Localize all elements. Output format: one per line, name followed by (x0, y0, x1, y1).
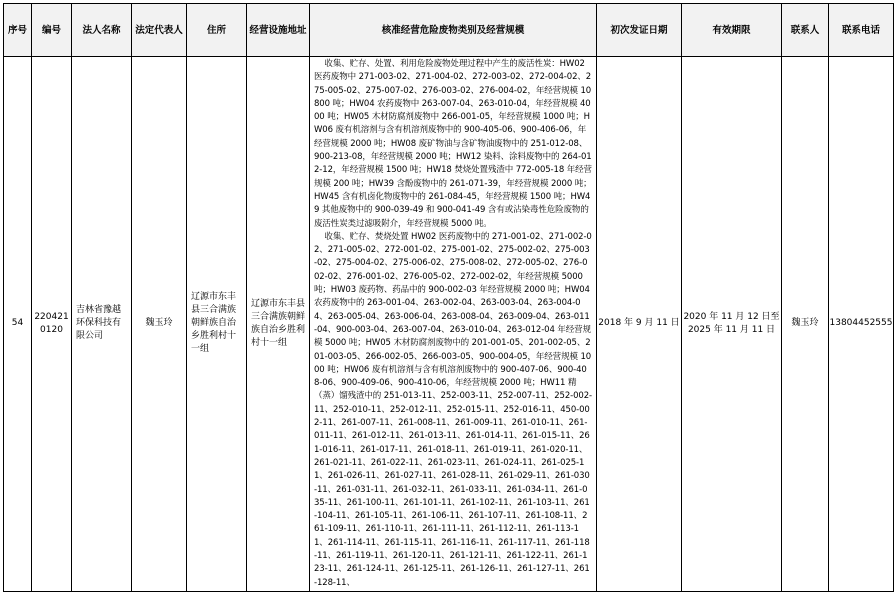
cell-code: 2204210120 (32, 57, 72, 592)
header-phone: 联系电话 (829, 4, 894, 57)
header-seq: 序号 (4, 4, 32, 57)
header-scope: 核准经营危险废物类别及经营规模 (310, 4, 597, 57)
header-contact: 联系人 (782, 4, 829, 57)
header-code: 编号 (32, 4, 72, 57)
cell-facility: 辽源市东丰县三合满族朝鲜族自治乡胜利村十一组 (247, 57, 310, 592)
header-first-issue: 初次发证日期 (597, 4, 682, 57)
header-address: 住所 (187, 4, 247, 57)
cell-contact: 魏玉玲 (782, 57, 829, 592)
permit-table (3, 3, 894, 592)
scope-text: 收集、贮存、处置、利用危险废物处理过程中产生的废活性炭：HW02 医药废物中 271-003-02、271-004-02、272-003-02、272-004-02、275-005-02、275-007-02、276-003-02、276-004-02，年经营规模 10800 吨；HW04 农药废物中 263-007-04、263-010-04，年经营规模 4000 吨；HW05 木材防腐剂废物中 266-001-05，年经营规模 1000 吨；HW06 废有机溶剂与含有机溶剂废物中的 900-405-06、900-406-06，年经营规模 2000 吨；HW08 废矿物油与含矿物油废物中的 251-012-08、900-213-08，年经营规模 2000 吨；HW12 染料、涂料废物中的 264-012-12，年经营规模 1500 吨；HW18 焚烧处置残渣中 772-005-18 年经营规模 200 吨；HW39 含酚废物中的 261-071-39，年经营规模 2000 吨；HW45 含有机卤化物废物中的 261-084-45，年经营规模 1500 吨；HW49 其他废物中的 900-039-49 和 900-041-49 含有或沾染毒性危险废物的废活性炭类过滤吸附介，年经营规模 5000 吨。 收集、贮存、焚烧处置 HW02 医药废物中的 271-001-02、271-002-02、271-005-02、272-001-02、275-001-02、275-002-02、275-003-02、275-004-02、275-006-02、275-008-02、272-005-02、276-002-02、276-001-02、276-005-02、272-002-02，年经营规模 5000 吨；HW03 废药物、药品中的 900-002-03 年经营规模 2000 吨；HW04 农药废物中的 263-001-04、263-002-04、263-003-04、263-004-04、263-005-04、263-006-04、263-008-04、263-009-04、263-011-04、900-003-04、263-007-04、263-010-04、263-012-04 年经营规模 5000 吨；HW05 木材防腐剂废物中的 201-001-05、201-002-05、201-003-05、266-002-05、266-003-05、900-004-05，年经营规模 1000 吨；HW06 废有机溶剂与含有机溶剂废物中的 900-407-06、900-408-06、900-409-06、900-410-06，年经营规模 2000 吨；HW11 精（蒸）馏残渣中的 251-013-11、252-003-11、252-007-11、252-002-11、252-010-11、252-012-11、252-015-11、252-016-11、450-002-11、261-007-11、261-008-11、261-009-11、261-010-11、261-011-11、261-012-11、261-013-11、261-014-11、261-015-11、261-016-11、261-017-11、261-018-11、261-019-11、261-020-11、261-021-11、261-022-11、261-023-11、261-024-11、261-025-11、261-026-11、261-027-11、261-028-11、261-029-11、261-030-11、261-031-11、261-032-11、261-033-11、261-034-11、261-035-11、261-100-11、261-101-11、261-102-11、261-103-11、261-104-11、261-105-11、261-106-11、261-107-11、261-108-11、261-109-11、261-110-11、261-111-11、261-112-11、261-113-11、261-114-11、261-115-11、261-116-11、261-117-11、261-118-11、261-119-11、261-120-11、261-121-11、261-122-11、261-123-11、261-124-11、261-125-11、261-126-11、261-127-11、261-128-11、 (314, 59, 592, 588)
cell-address: 辽源市东丰县三合满族朝鲜族自治乡胜利村十一组 (187, 57, 247, 592)
header-legal-rep: 法定代表人 (132, 4, 187, 57)
table-row (4, 57, 894, 592)
header-facility: 经营设施地址 (247, 4, 310, 57)
header-valid: 有效期限 (682, 4, 782, 57)
header-row (4, 4, 894, 57)
cell-seq: 54 (4, 57, 32, 592)
cell-valid: 2020 年 11 月 12 日至 2025 年 11 月 11 日 (682, 57, 782, 592)
cell-scope (310, 57, 597, 592)
cell-phone: 13804452555 (829, 57, 894, 592)
header-company: 法人名称 (72, 4, 132, 57)
cell-legal-rep: 魏玉玲 (132, 57, 187, 592)
cell-first-issue: 2018 年 9 月 11 日 (597, 57, 682, 592)
cell-company: 吉林省豫越环保科技有限公司 (72, 57, 132, 592)
